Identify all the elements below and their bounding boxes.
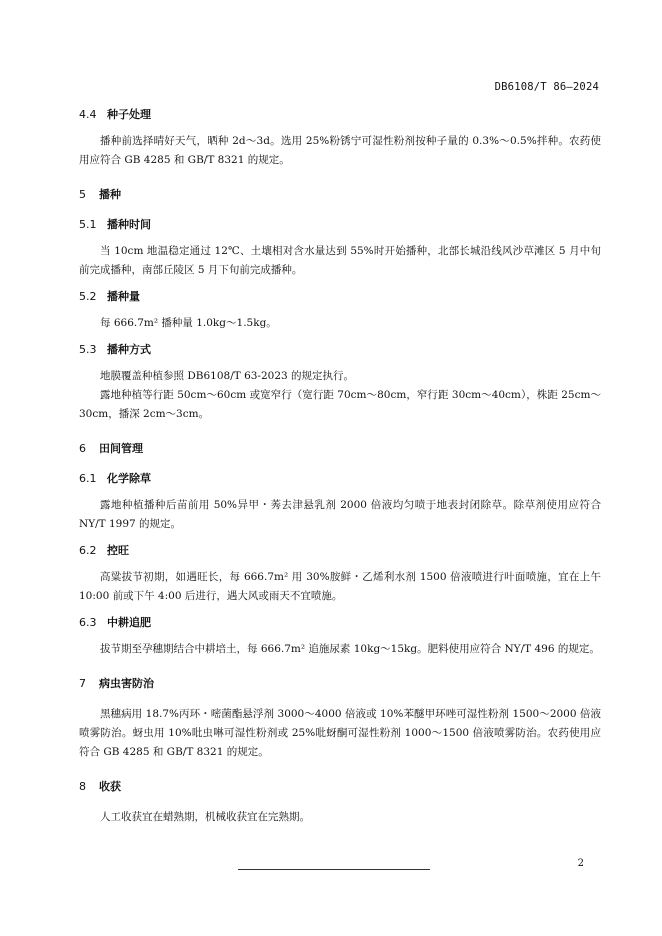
paragraph-cultivation-topdressing: 拔节期至孕穗期结合中耕培土，每 666.7m² 追施尿素 10kg～15kg。肥料使用应符合 NY/T 496 的规定。 <box>100 643 600 655</box>
section-title: 播种方式 <box>107 343 151 356</box>
section-heading-6 <box>79 440 601 458</box>
section-number: 5.1 <box>79 218 97 231</box>
section-number: 6.3 <box>79 616 97 629</box>
paragraph-harvest: 人工收获宜在蜡熟期，机械收获宜在完熟期。 <box>100 811 310 823</box>
section-title: 收获 <box>99 780 121 793</box>
paragraph-film-mulching: 地膜覆盖种植参照 DB6108/T 63-2023 的规定执行。 <box>100 370 355 382</box>
paragraph-sowing-time: 当 10cm 地温稳定通过 12℃、土壤相对含水量达到 55%时开始播种，北部长城沿线风沙草滩区 5 月中旬前完成播种，南部丘陵区 5 月下旬前完成播种。 <box>79 245 601 276</box>
section-number: 6.1 <box>79 472 97 485</box>
section-title: 控旺 <box>107 544 129 557</box>
section-number: 7 <box>79 677 86 690</box>
document-id-header: DB6108/T 86—2024 <box>494 81 599 93</box>
section-heading-5-3 <box>79 341 601 359</box>
section-title: 化学除草 <box>107 472 151 485</box>
section-heading-4-4 <box>79 106 601 124</box>
section-heading-5 <box>79 186 601 204</box>
section-heading-6-1 <box>79 470 601 488</box>
section-number: 8 <box>79 780 86 793</box>
section-number: 5.2 <box>79 290 97 303</box>
section-number: 6.2 <box>79 544 97 557</box>
section-title: 田间管理 <box>99 442 143 455</box>
section-heading-5-1 <box>79 216 601 234</box>
section-title: 种子处理 <box>107 108 151 121</box>
page-number: 2 <box>577 858 584 869</box>
section-heading-5-2 <box>79 288 601 306</box>
section-heading-6-3 <box>79 614 601 632</box>
document-body <box>79 106 601 827</box>
section-title: 病虫害防治 <box>99 677 154 690</box>
section-title: 播种时间 <box>107 218 151 231</box>
section-heading-7 <box>79 675 601 693</box>
section-number: 5 <box>79 188 86 201</box>
footer-rule <box>238 869 430 870</box>
paragraph-seed-treatment: 播种前选择晴好天气，晒种 2d～3d。选用 25%粉锈宁可湿性粉剂按种子量的 0.3%～0.5%拌种。农药使用应符合 GB 4285 和 GB/T 8321 的规定。 <box>79 135 601 166</box>
section-heading-6-2 <box>79 542 601 560</box>
paragraph-chemical-weeding: 露地种植播种后苗前用 50%异甲・莠去津悬乳剂 2000 倍液均匀喷于地表封闭除草。除草剂使用应符合 NY/T 1997 的规定。 <box>79 499 601 530</box>
section-title: 播种量 <box>107 290 140 303</box>
paragraph-open-field-planting: 露地种植等行距 50cm～60cm 或宽窄行（宽行距 70cm～80cm，窄行距 30cm～40cm），株距 25cm～30cm，播深 2cm～3cm。 <box>79 389 601 420</box>
paragraph-sowing-rate: 每 666.7m² 播种量 1.0kg～1.5kg。 <box>100 317 277 329</box>
section-number: 5.3 <box>79 343 97 356</box>
paragraph-pest-control: 黑穗病用 18.7%丙环・嘧菌酯悬浮剂 3000～4000 倍液或 10%苯醚甲环唑可湿性粉剂 1500～2000 倍液喷雾防治。蚜虫用 10%吡虫啉可湿性粉剂或 25%吡蚜酮可湿性粉剂 1000～1500 倍液喷雾防治。农药使用应符合 GB 4285 和 GB/T 8321 的规定。 <box>79 708 601 758</box>
section-title: 播种 <box>99 188 121 201</box>
paragraph-growth-control: 高粱拔节初期，如遇旺长，每 666.7m² 用 30%胺鲜・乙烯利水剂 1500 倍液喷进行叶面喷施，宜在上午 10:00 前或下午 4:00 后进行，遇大风或雨天不宜喷施。 <box>79 571 601 602</box>
section-number: 4.4 <box>79 108 97 121</box>
section-heading-8 <box>79 778 601 796</box>
section-number: 6 <box>79 442 86 455</box>
section-title: 中耕追肥 <box>107 616 151 629</box>
